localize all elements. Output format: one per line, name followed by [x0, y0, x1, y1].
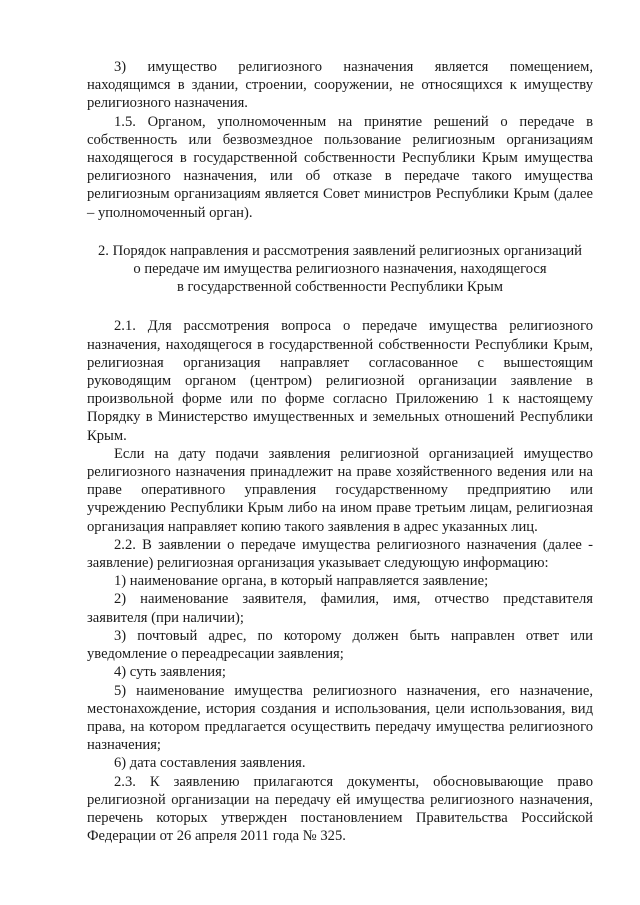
heading-line-2: о передаче им имущества религиозного назначения, находящегося	[133, 261, 547, 278]
heading-line-1: 2. Порядок направления и рассмотрения заявлений религиозных организаций	[98, 242, 582, 259]
paragraph-2-1: 2.1. Для рассмотрения вопроса о передаче имущества религиозного назначения, находящегося в государственной собственности Республики Крым, религиозная организация направляет согласованное с вышестоящим руководящим органом (центром) религиозной организации заявление в произвольной форме или по форме согласно Приложению 1 к настоящему Порядку в Министерство имущественных и земельных отношений Республики Крым.	[87, 318, 593, 444]
list-item-1: 1) наименование органа, в который направляется заявление;	[114, 573, 489, 590]
heading-line-3: в государственной собственности Республики Крым	[176, 279, 504, 296]
list-item-6: 6) дата составления заявления.	[114, 755, 306, 772]
list-item-5: 5) наименование имущества религиозного назначения, его назначение, местонахождение, история создания и использования, цели использования, вид права, на котором предлагается осуществить передачу имущества религиозного назначения;	[87, 682, 593, 754]
list-item-4: 4) суть заявления;	[114, 664, 226, 681]
paragraph-third-parties: Если на дату подачи заявления религиозной организацией имущество религиозного назначения принадлежит на праве хозяйственного ведения или на праве оперативного управления государственному предприятию или учреждению Республики Крым либо на ином праве третьим лицам, религиозная организация направляет копию такого заявления в адрес указанных лиц.	[87, 445, 593, 535]
paragraph-2-3: 2.3. К заявлению прилагаются документы, обосновывающие право религиозной организации на передачу ей имущества религиозного назначения, перечень которых утвержден постановлением Правительства Российской Федерации от 26 апреля 2011 года № 325.	[87, 773, 593, 845]
paragraph-1-5: 1.5. Органом, уполномоченным на принятие решений о передаче в собственность или безвозмездное пользование религиозным организациям находящегося в государственной собственности Республики Крым имущества религиозного назначения, или об отказе в передаче такого имущества религиозным организациям является Совет министров Республики Крым (далее – уполномоченный орган).	[87, 113, 593, 221]
document-page	[87, 58, 593, 845]
list-item-2: 2) наименование заявителя, фамилия, имя, отчество представителя заявителя (при наличии);	[87, 591, 593, 626]
paragraph-2-2: 2.2. В заявлении о передаче имущества религиозного назначения (далее - заявление) религиозная организация указывает следующую информацию:	[87, 536, 593, 572]
paragraph-item-3: 3) имущество религиозного назначения является помещением, находящимся в здании, строении, сооружении, не относящихся к имуществу религиозного назначения.	[87, 59, 593, 112]
list-item-3: 3) почтовый адрес, по которому должен быть направлен ответ или уведомление о переадресации заявления;	[87, 627, 593, 663]
section-2-heading	[87, 242, 593, 297]
